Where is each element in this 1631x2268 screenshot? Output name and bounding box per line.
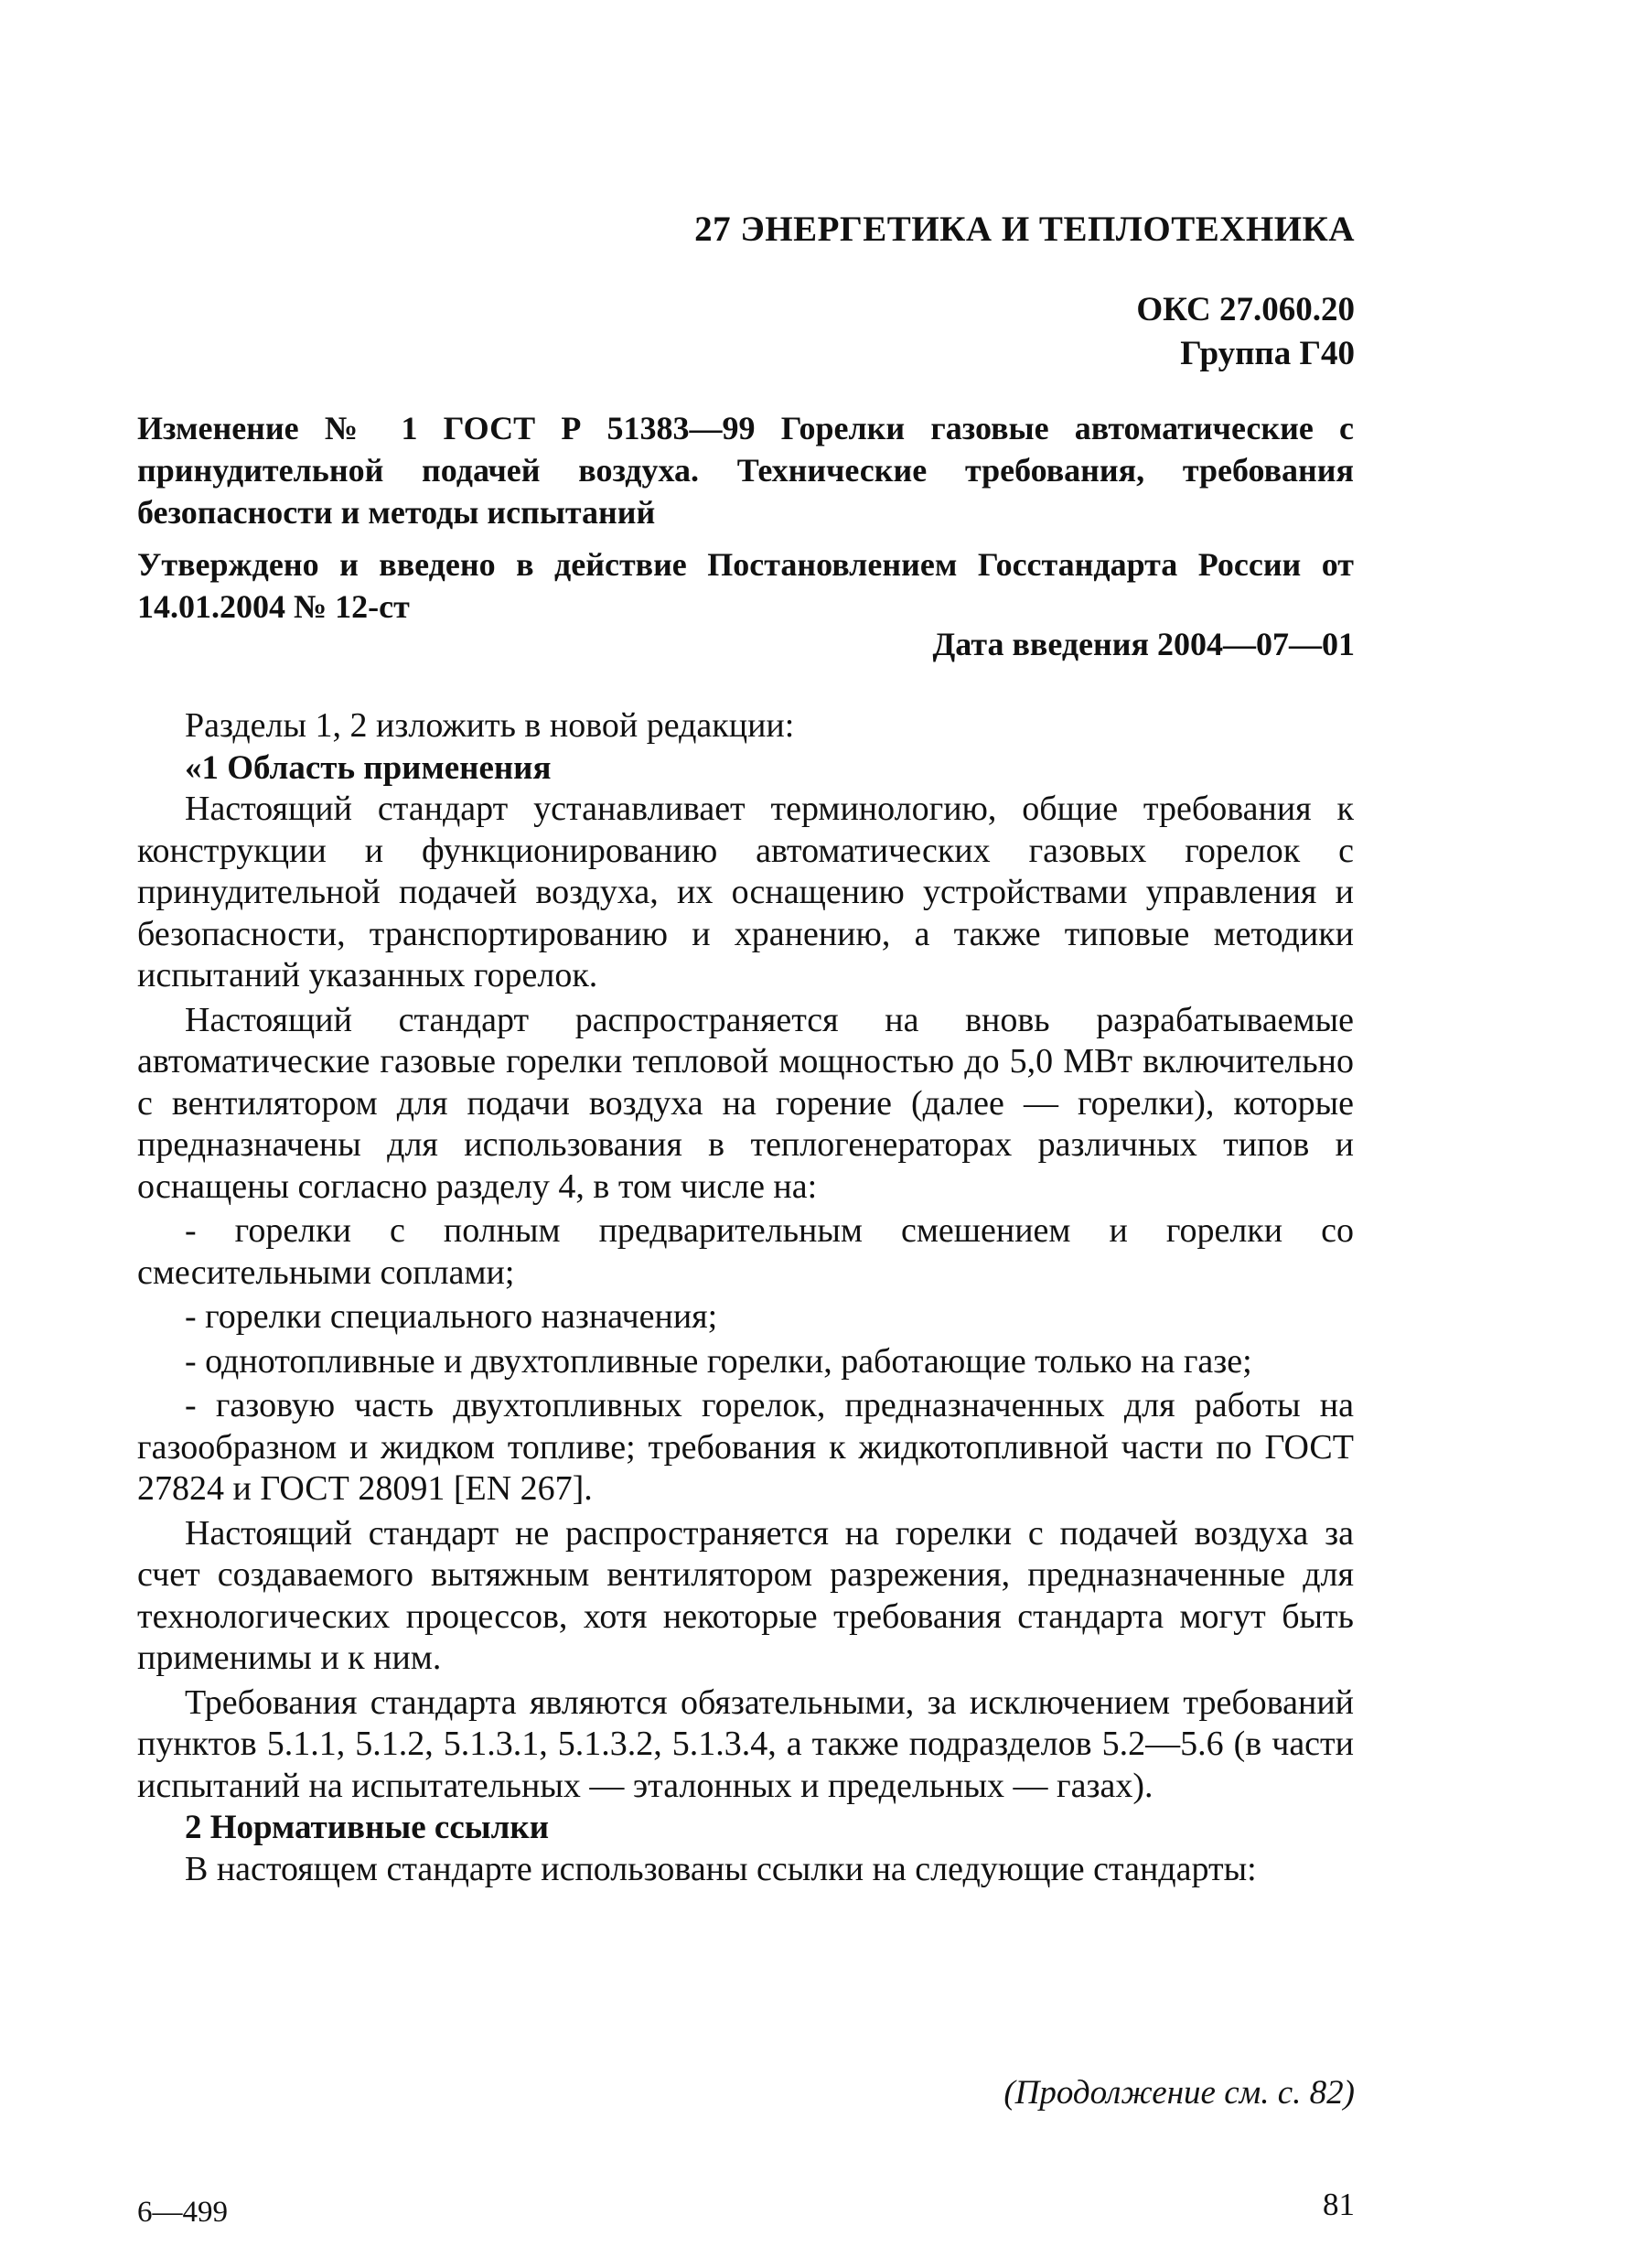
group-code: Группа Г40 <box>1180 335 1355 372</box>
section-1-heading: «1 Область применения <box>185 748 552 787</box>
section-title: 27 ЭНЕРГЕТИКА И ТЕПЛОТЕХНИКА <box>694 210 1355 249</box>
list-item: - однотопливные и двухтопливные горелки, работающие только на газе; <box>185 1341 1252 1381</box>
paragraph-scope-1: Настоящий стандарт устанавливает терминологию, общие требования к конструкции и функционированию автоматических газовых горелок с принудительной подачей воздуха, их оснащению устройствами управления и безопасности, транспортированию и хранению, а также типовые методики испытаний указанных горелок. <box>137 790 1354 994</box>
list-item: - горелки специального назначения; <box>185 1297 718 1336</box>
document-body <box>137 705 1354 1890</box>
document-title: Изменение № 1 ГОСТ Р 51383—99 Горелки газовые автоматические с принудительной подачей воздуха. Технические требования, требования безопасности и методы испытаний <box>137 410 1354 531</box>
print-code: 6—499 <box>137 2196 228 2229</box>
section-2-heading: 2 Нормативные ссылки <box>185 1809 550 1846</box>
page-number: 81 <box>1323 2187 1355 2222</box>
paragraph-scope-3: Настоящий стандарт не распространяется на горелки с подачей воздуха за счет создаваемого вытяжным вентилятором разрежения, предназначенные для технологических процессов, хотя некоторые требования стандарта могут быть применимы и к ним. <box>137 1513 1354 1677</box>
approval-statement: Утверждено и введено в действие Постановлением Госстандарта России от 14.01.2004 № 12-ст <box>137 546 1354 625</box>
oks-code: ОКС 27.060.20 <box>1136 291 1355 328</box>
paragraph-references: В настоящем стандарте использованы ссылки на следующие стандарты: <box>185 1849 1257 1888</box>
continued-note: (Продолжение см. с. 82) <box>1003 2074 1355 2112</box>
intro-paragraph: Разделы 1, 2 изложить в новой редакции: <box>185 706 795 745</box>
paragraph-scope-2: Настоящий стандарт распространяется на вновь разрабатываемые автоматические газовые горелки тепловой мощностью до 5,0 МВт включительно с вентилятором для подачи воздуха на горение (далее — горелки), которые предназначены для использования в теплогенераторах различных типов и оснащены согласно разделу 4, в том числе на: <box>137 1000 1354 1206</box>
list-item: - горелки с полным предварительным смешением и горелки со смесительными соплами; <box>137 1211 1354 1292</box>
classification-block <box>1136 288 1355 376</box>
introduction-date: Дата введения 2004—07—01 <box>932 626 1355 662</box>
paragraph-scope-4: Требования стандарта являются обязательными, за исключением требований пунктов 5.1.1, 5.1.2, 5.1.3.1, 5.1.3.2, 5.1.3.4, а также подразделов 5.2—5.6 (в части испытаний на испытательных — эталонных и предельных — газах). <box>137 1682 1354 1805</box>
list-item: - газовую часть двухтопливных горелок, предназначенных для работы на газообразном и жидком топливе; требования к жидкотопливной части по ГОСТ 27824 и ГОСТ 28091 [EN 267]. <box>137 1386 1354 1508</box>
